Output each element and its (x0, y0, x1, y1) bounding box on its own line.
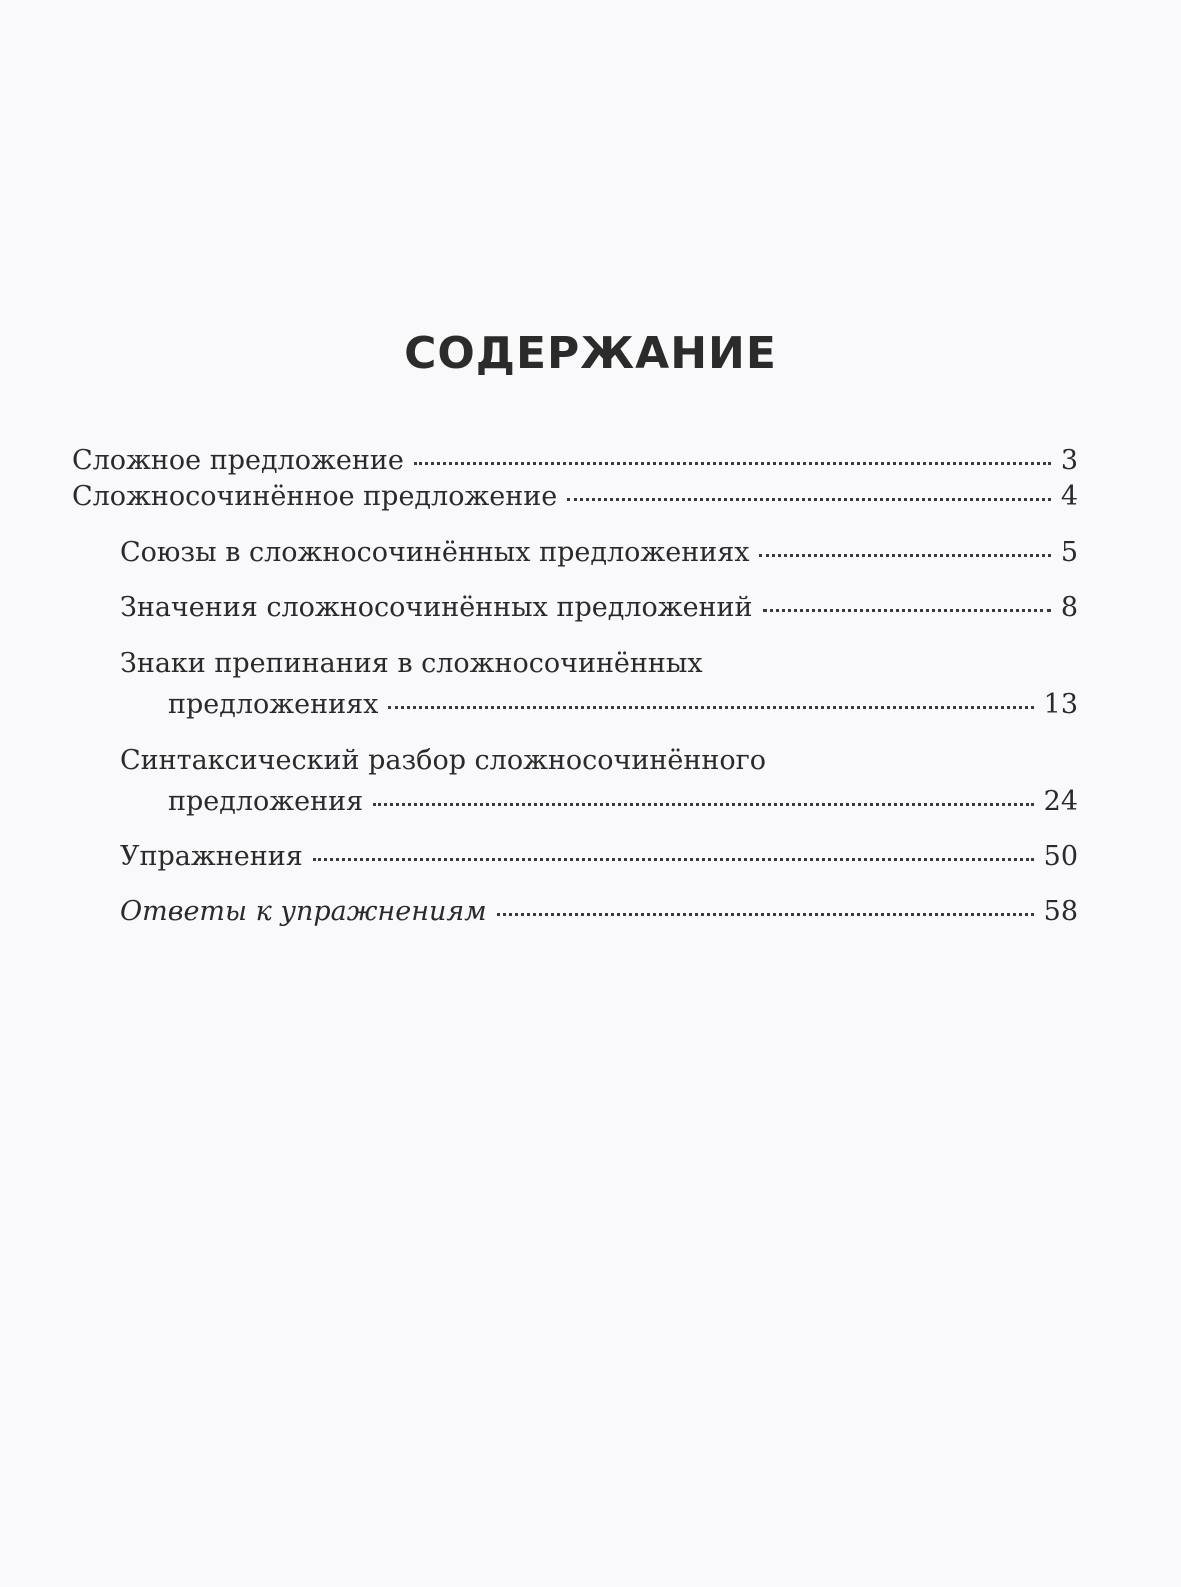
toc-leader-dots (567, 498, 1051, 501)
toc-entry-label: Сложное предложение (72, 445, 404, 476)
toc-page-number: 58 (1043, 896, 1078, 927)
page-title: СОДЕРЖАНИЕ (404, 328, 777, 379)
toc-leader-dots (414, 462, 1051, 465)
toc-entry-label-line1: Синтаксический разбор сложносочинённого (120, 745, 767, 776)
toc-page-number: 3 (1060, 445, 1078, 476)
toc-leader-dots (759, 554, 1050, 557)
toc-leader-dots (497, 913, 1034, 916)
toc-leader-dots (313, 858, 1034, 861)
toc-page-number: 13 (1043, 689, 1078, 720)
toc-entry-label: Значения сложносочинённых предложений (120, 592, 753, 623)
toc-page-number: 50 (1043, 841, 1078, 872)
toc-entry-label: Ответы к упражнениям (120, 896, 487, 927)
toc-page-number: 8 (1060, 592, 1078, 623)
toc-entry-label: Союзы в сложносочинённых предложениях (120, 537, 750, 568)
toc-entry (168, 779, 1078, 825)
toc-page-number: 24 (1043, 786, 1078, 817)
toc-entry (120, 585, 1078, 631)
toc-entry-label: Упражнения (120, 841, 303, 872)
toc-entry-label: Сложносочинённое предложение (72, 481, 558, 512)
toc-entry (72, 474, 1078, 520)
toc-page-number: 4 (1060, 481, 1078, 512)
toc-entry-label-line1: Знаки препинания в сложносочинённых (120, 648, 703, 679)
toc-leader-dots (388, 706, 1033, 709)
toc-entry-label: предложения (168, 786, 364, 817)
toc-leader-dots (763, 609, 1051, 612)
toc-entry (120, 834, 1078, 880)
toc-entry (120, 889, 1078, 935)
toc-page-number: 5 (1060, 537, 1078, 568)
toc-entry (168, 682, 1078, 728)
toc-entry-label: предложениях (168, 689, 379, 720)
toc-leader-dots (373, 803, 1034, 806)
toc-entry (120, 530, 1078, 576)
